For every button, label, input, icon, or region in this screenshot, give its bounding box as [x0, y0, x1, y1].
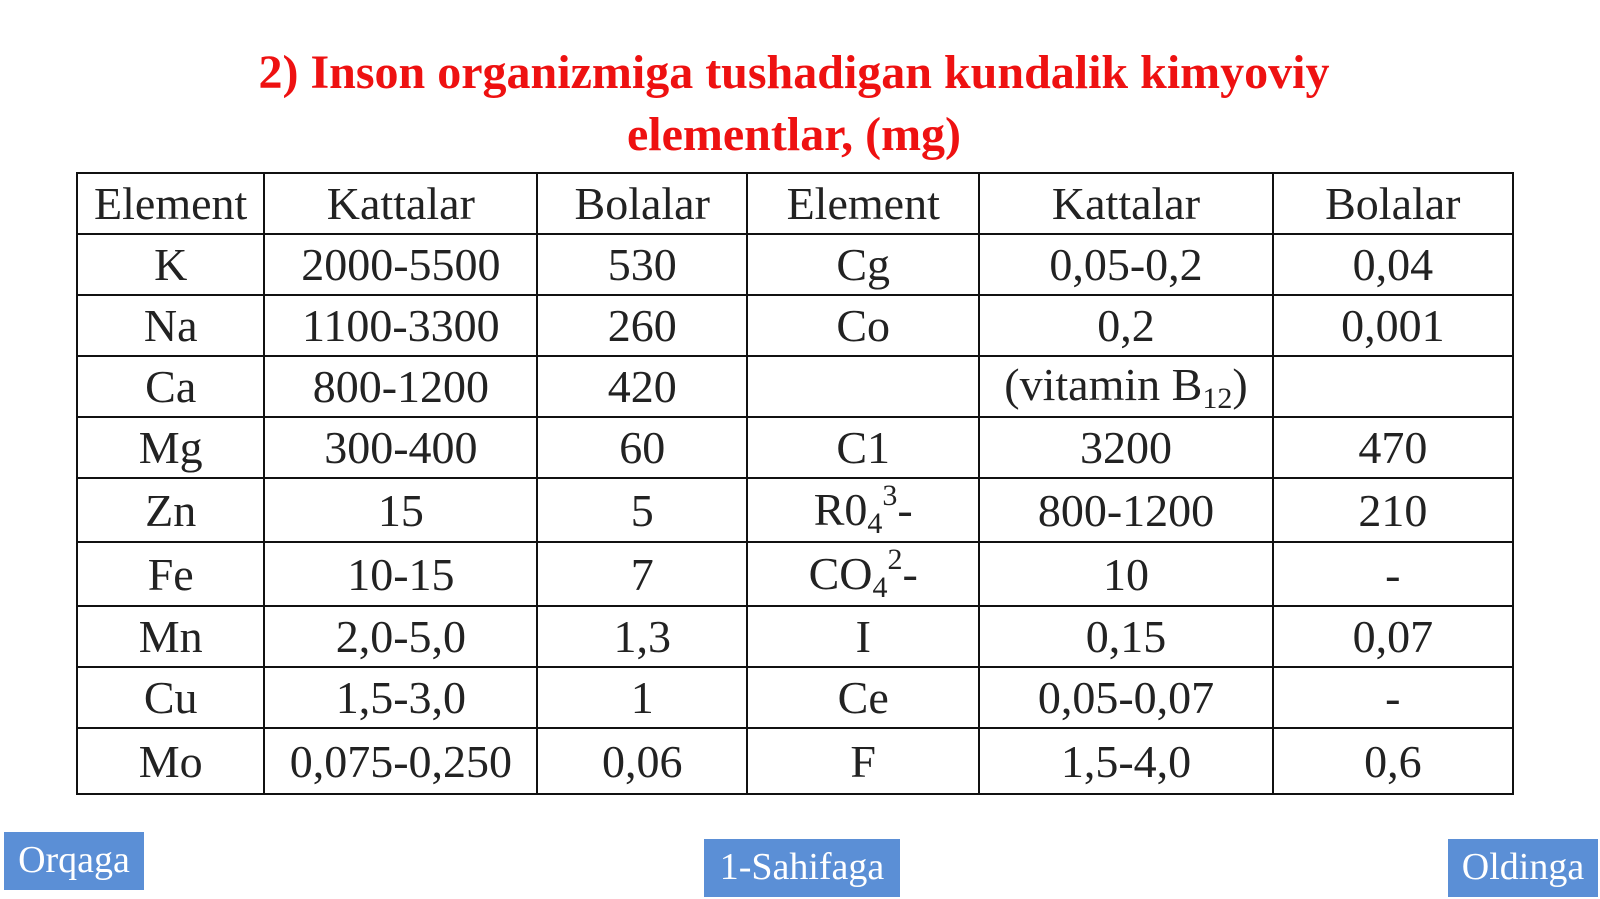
- adults-cell: 1100-3300: [264, 295, 537, 356]
- vitamin-close: ): [1232, 358, 1248, 410]
- table-header-row: [77, 173, 1513, 234]
- element-cell: Ce: [747, 667, 979, 728]
- header-adults-2: Kattalar: [979, 173, 1272, 234]
- header-element-2: Element: [747, 173, 979, 234]
- element-cell: Zn: [77, 478, 264, 542]
- table-row: [77, 356, 1513, 417]
- table-row: [77, 417, 1513, 478]
- adults-cell: 1,5-4,0: [979, 728, 1272, 794]
- element-cell: Co: [747, 295, 979, 356]
- children-cell: 0,06: [537, 728, 747, 794]
- ion-subscript: 4: [867, 507, 883, 540]
- adults-cell: 10: [979, 542, 1272, 606]
- ion-charge: -: [897, 484, 913, 535]
- children-cell: 1: [537, 667, 747, 728]
- adults-cell: 10-15: [264, 542, 537, 606]
- vitamin-label: (vitamin B: [1004, 358, 1203, 410]
- element-cell: K: [77, 234, 264, 295]
- adults-cell: 1,5-3,0: [264, 667, 537, 728]
- title-line-2: elementlar, (mg): [626, 108, 962, 161]
- table-row: [77, 478, 1513, 542]
- children-cell: 420: [537, 356, 747, 417]
- adults-cell: 0,15: [979, 606, 1272, 667]
- ion-charge: -: [902, 548, 918, 599]
- element-cell: Mo: [77, 728, 264, 794]
- ion-formula: CO: [808, 548, 873, 599]
- page-title: [0, 42, 1588, 166]
- children-cell: 0,07: [1273, 606, 1513, 667]
- element-cell: Ca: [77, 356, 264, 417]
- children-cell: 0,6: [1273, 728, 1513, 794]
- children-cell: -: [1273, 542, 1513, 606]
- adults-cell: 15: [264, 478, 537, 542]
- elements-table: [76, 172, 1514, 795]
- element-cell: [747, 478, 979, 542]
- element-cell: Na: [77, 295, 264, 356]
- element-cell: Mg: [77, 417, 264, 478]
- next-button[interactable]: Oldinga: [1448, 839, 1598, 897]
- children-cell: [1273, 356, 1513, 417]
- vitamin-subscript: 12: [1202, 381, 1233, 415]
- element-cell: F: [747, 728, 979, 794]
- header-children-1: Bolalar: [537, 173, 747, 234]
- first-page-button[interactable]: 1-Sahifaga: [704, 839, 900, 897]
- adults-cell: [979, 356, 1272, 417]
- children-cell: 1,3: [537, 606, 747, 667]
- adults-cell: 300-400: [264, 417, 537, 478]
- back-button[interactable]: Orqaga: [4, 832, 144, 890]
- element-cell: I: [747, 606, 979, 667]
- table-row: [77, 606, 1513, 667]
- children-cell: -: [1273, 667, 1513, 728]
- children-cell: 470: [1273, 417, 1513, 478]
- ion-subscript: 4: [872, 571, 888, 604]
- adults-cell: 800-1200: [264, 356, 537, 417]
- children-cell: 0,001: [1273, 295, 1513, 356]
- header-children-2: Bolalar: [1273, 173, 1513, 234]
- table-row: [77, 728, 1513, 794]
- header-adults-1: Kattalar: [264, 173, 537, 234]
- children-cell: 60: [537, 417, 747, 478]
- children-cell: 530: [537, 234, 747, 295]
- adults-cell: 0,075-0,250: [264, 728, 537, 794]
- element-cell: Fe: [77, 542, 264, 606]
- ion-formula: R0: [813, 484, 868, 535]
- header-element-1: Element: [77, 173, 264, 234]
- adults-cell: 0,05-0,07: [979, 667, 1272, 728]
- adults-cell: 2000-5500: [264, 234, 537, 295]
- children-cell: 260: [537, 295, 747, 356]
- adults-cell: 0,2: [979, 295, 1272, 356]
- ion-superscript: 2: [887, 543, 903, 576]
- children-cell: 0,04: [1273, 234, 1513, 295]
- adults-cell: 0,05-0,2: [979, 234, 1272, 295]
- adults-cell: 2,0-5,0: [264, 606, 537, 667]
- ion-superscript: 3: [882, 479, 898, 512]
- element-cell: [747, 542, 979, 606]
- children-cell: 210: [1273, 478, 1513, 542]
- element-cell: [747, 356, 979, 417]
- table-row: [77, 542, 1513, 606]
- element-cell: Mn: [77, 606, 264, 667]
- adults-cell: 3200: [979, 417, 1272, 478]
- table-row: [77, 295, 1513, 356]
- title-line-1: 2) Inson organizmiga tushadigan kundalik kimyoviy: [258, 46, 1330, 99]
- element-cell: Cg: [747, 234, 979, 295]
- table-row: [77, 667, 1513, 728]
- adults-cell: 800-1200: [979, 478, 1272, 542]
- element-cell: Cu: [77, 667, 264, 728]
- children-cell: 5: [537, 478, 747, 542]
- table-row: [77, 234, 1513, 295]
- children-cell: 7: [537, 542, 747, 606]
- element-cell: C1: [747, 417, 979, 478]
